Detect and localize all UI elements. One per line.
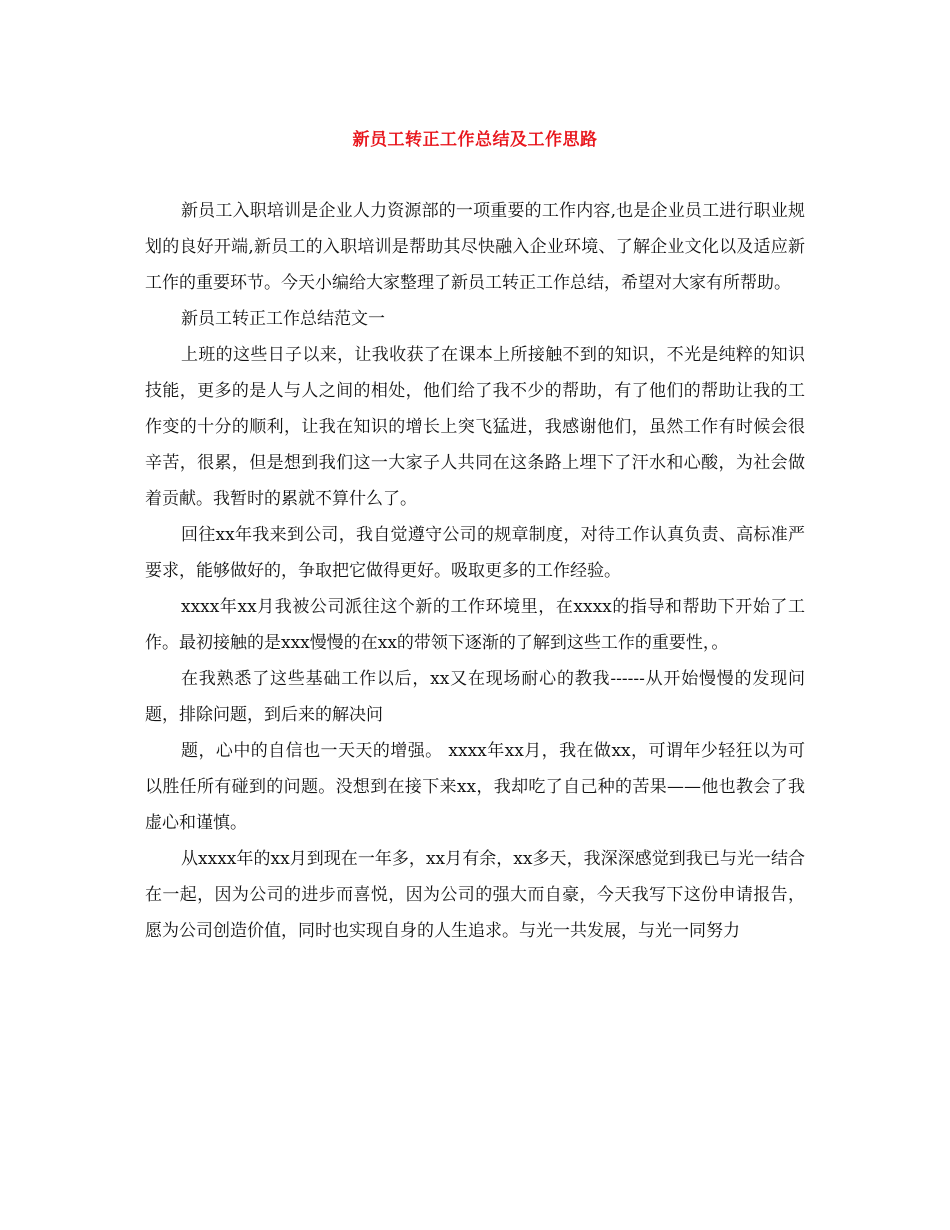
paragraph: 从xxxx年的xx月到现在一年多，xx月有余，xx多天，我深深感觉到我已与光一结合在一起，因为公司的进步而喜悦，因为公司的强大而自豪，今天我写下这份申请报告，愿为公司创造价值，同时也实现自身的人生追求。与光一共发展，与光一同努力 <box>145 849 805 941</box>
paragraph: 回往xx年我来到公司，我自觉遵守公司的规章制度，对待工作认真负责、高标准严要求，能够做好的，争取把它做得更好。吸取更多的工作经验。 <box>145 525 805 581</box>
paragraph: 题，心中的自信也一天天的增强。 xxxx年xx月，我在做xx，可谓年少轻狂以为可以胜任所有碰到的问题。没想到在接下来xx，我却吃了自己种的苦果——他也教会了我虚心和谨慎。 <box>145 741 805 833</box>
paragraph-intro: 新员工入职培训是企业人力资源部的一项重要的工作内容,也是企业员工进行职业规划的良好开端,新员工的入职培训是帮助其尽快融入企业环境、了解企业文化以及适应新工作的重要环节。今天小编给大家整理了新员工转正工作总结，希望对大家有所帮助。 <box>145 201 805 293</box>
paragraph: xxxx年xx月我被公司派往这个新的工作环境里，在xxxx的指导和帮助下开始了工作。最初接触的是xxx慢慢的在xx的带领下逐渐的了解到这些工作的重要性，。 <box>145 597 805 653</box>
paragraph: 在我熟悉了这些基础工作以后，xx又在现场耐心的教我------从开始慢慢的发现问题，排除问题，到后来的解决问 <box>145 669 805 725</box>
section-heading: 新员工转正工作总结范文一 <box>181 309 385 329</box>
document-title: 新员工转正工作总结及工作思路 <box>352 130 598 150</box>
paragraph: 上班的这些日子以来，让我收获了在课本上所接触不到的知识，不光是纯粹的知识技能，更多的是人与人之间的相处，他们给了我不少的帮助，有了他们的帮助让我的工作变的十分的顺利，让我在知识的增长上突飞猛进，我感谢他们，虽然工作有时候会很辛苦，很累，但是想到我们这一大家子人共同在这条路上埋下了汗水和心酸，为社会做着贡献。我暂时的累就不算什么了。 <box>145 345 805 509</box>
document-body <box>145 193 805 949</box>
